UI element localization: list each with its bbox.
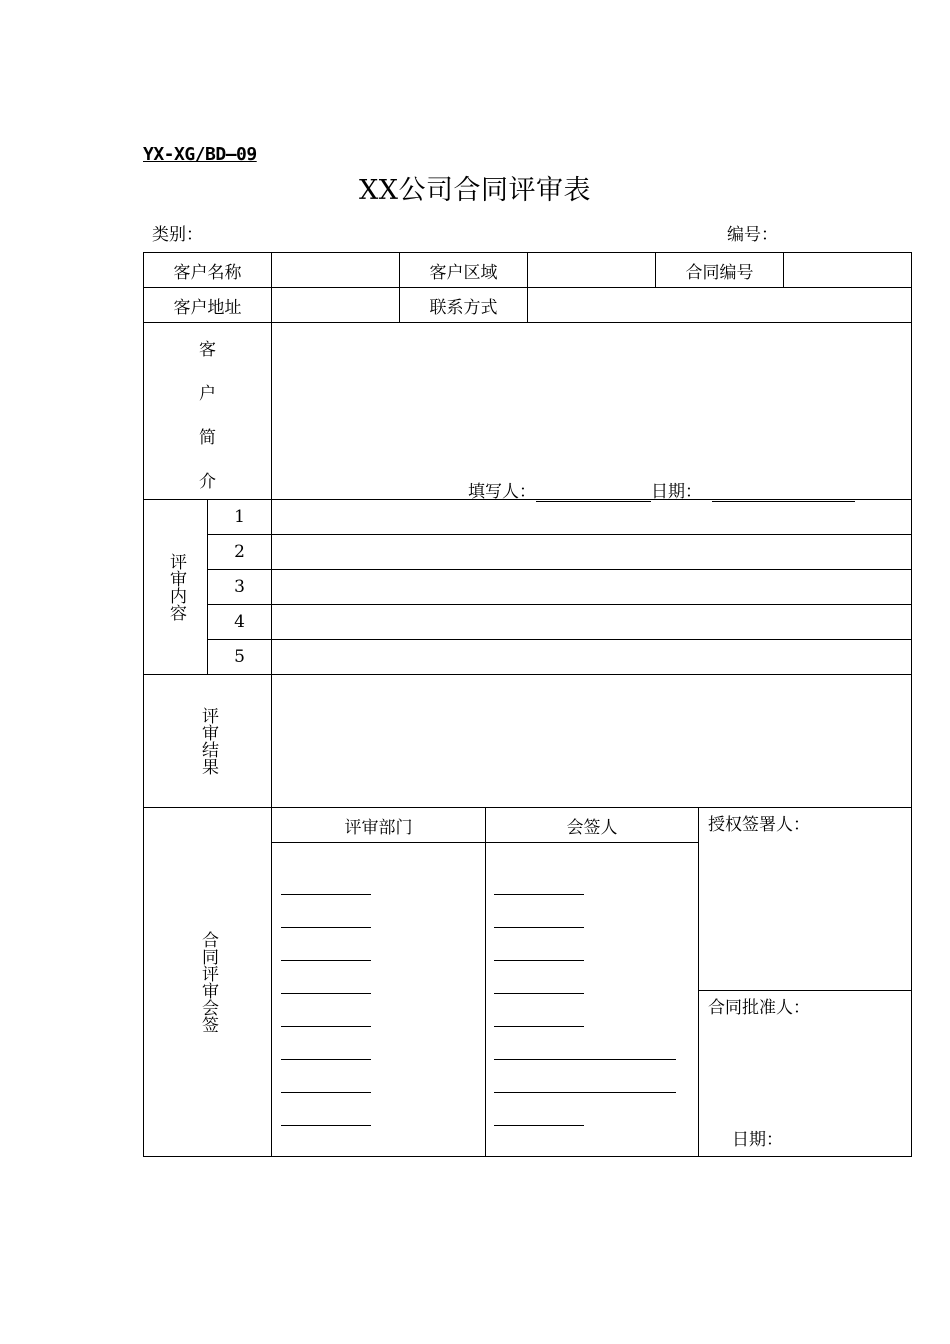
dept-signature-line[interactable] xyxy=(281,1125,371,1126)
signer-signature-line[interactable] xyxy=(494,1092,676,1093)
profile-char-4: 介 xyxy=(199,472,216,492)
customer-address-field[interactable] xyxy=(271,287,400,323)
signer-signature-line[interactable] xyxy=(494,993,584,994)
dept-signature-line[interactable] xyxy=(281,1059,371,1060)
signer-signature-line[interactable] xyxy=(494,927,584,928)
review-item-field[interactable] xyxy=(271,639,912,675)
authorized-signatory-cell[interactable] xyxy=(698,807,912,991)
review-item-field[interactable] xyxy=(271,534,912,570)
filler-label: 填写人： xyxy=(468,482,536,502)
review-item-field[interactable] xyxy=(271,499,912,535)
review-item-number: 2 xyxy=(207,534,272,570)
review-item-number: 1 xyxy=(207,499,272,535)
signer-signature-line[interactable] xyxy=(494,894,584,895)
customer-profile-field[interactable] xyxy=(271,322,912,500)
customer-region-field[interactable] xyxy=(527,252,656,288)
review-item-number: 5 xyxy=(207,639,272,675)
review-result-label: 评审结果 xyxy=(143,674,272,808)
dept-signature-line[interactable] xyxy=(281,1092,371,1093)
dept-column xyxy=(271,842,486,1157)
page-title: XX公司合同评审表 xyxy=(359,175,591,206)
customer-address-label: 客户地址 xyxy=(143,287,272,323)
dept-header: 评审部门 xyxy=(271,807,486,843)
review-content-label: 评审内容 xyxy=(143,499,208,675)
signer-header: 会签人 xyxy=(485,807,699,843)
contact-label: 联系方式 xyxy=(399,287,528,323)
review-item-field[interactable] xyxy=(271,604,912,640)
authorized-label: 授权签署人： xyxy=(708,815,810,835)
signer-signature-line[interactable] xyxy=(494,1125,584,1126)
category-label: 类别： xyxy=(152,225,203,245)
profile-char-2: 户 xyxy=(199,384,216,404)
review-result-field[interactable] xyxy=(271,674,912,808)
profile-date-label: 日期： xyxy=(651,482,702,502)
approver-cell[interactable] xyxy=(698,990,912,1157)
review-item-number: 3 xyxy=(207,569,272,605)
number-label: 编号： xyxy=(727,225,778,245)
dept-signature-line[interactable] xyxy=(281,894,371,895)
customer-region-label: 客户区域 xyxy=(399,252,528,288)
contract-review-form xyxy=(143,252,912,1157)
countersign-label: 合同评审会签 xyxy=(143,807,272,1157)
signer-column xyxy=(485,842,699,1157)
profile-char-3: 简 xyxy=(199,428,216,448)
dept-signature-line[interactable] xyxy=(281,1026,371,1027)
approver-label: 合同批准人： xyxy=(708,998,810,1018)
customer-profile-label xyxy=(143,322,272,500)
customer-name-label: 客户名称 xyxy=(143,252,272,288)
contact-field[interactable] xyxy=(527,287,912,323)
dept-signature-line[interactable] xyxy=(281,927,371,928)
dept-signature-line[interactable] xyxy=(281,960,371,961)
profile-char-1: 客 xyxy=(199,340,216,360)
customer-name-field[interactable] xyxy=(271,252,400,288)
contract-no-label: 合同编号 xyxy=(655,252,784,288)
signer-signature-line[interactable] xyxy=(494,960,584,961)
contract-no-field[interactable] xyxy=(783,252,912,288)
dept-signature-line[interactable] xyxy=(281,993,371,994)
signer-signature-line[interactable] xyxy=(494,1059,676,1060)
review-item-number: 4 xyxy=(207,604,272,640)
signer-signature-line[interactable] xyxy=(494,1026,584,1027)
document-code: YX-XG/BD—09 xyxy=(143,144,257,165)
review-item-field[interactable] xyxy=(271,569,912,605)
approval-date-label: 日期： xyxy=(732,1130,783,1150)
